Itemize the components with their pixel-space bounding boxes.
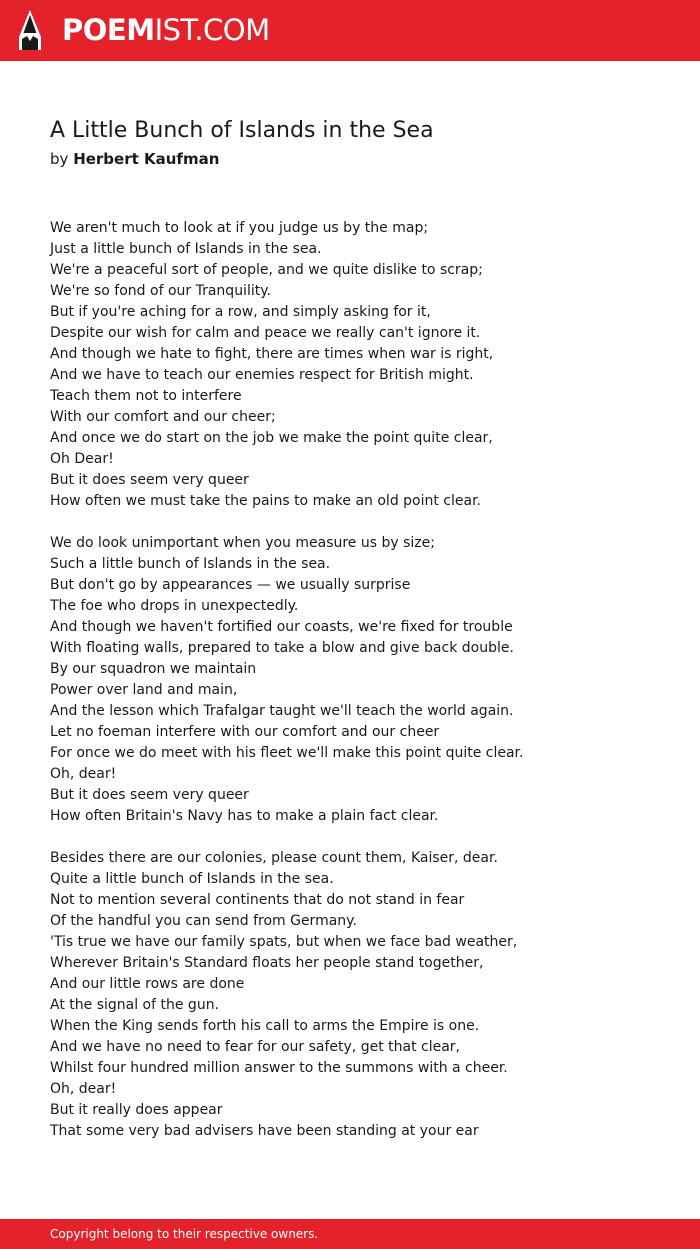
poem-line: Of the handful you can send from Germany. (50, 913, 357, 929)
poem-line: And the lesson which Trafalgar taught we'll teach the world again. (50, 703, 514, 719)
poem-line: But it does seem very queer (50, 472, 249, 488)
poem-line: And though we hate to fight, there are times when war is right, (50, 346, 494, 362)
pencil-tip-icon[interactable] (18, 9, 42, 51)
poem-line: Such a little bunch of Islands in the sea. (50, 556, 331, 572)
poem-line: But if you're aching for a row, and simply asking for it, (50, 304, 431, 320)
poem-line: By our squadron we maintain (50, 661, 257, 677)
poem-line: We aren't much to look at if you judge us by the map; (50, 220, 429, 236)
poem-line: With floating walls, prepared to take a blow and give back double. (50, 640, 514, 656)
poem-line: For once we do meet with his fleet we'll make this point quite clear. (50, 745, 524, 761)
copyright-text: Copyright belong to their respective owners. (50, 1227, 319, 1241)
author-name: Herbert Kaufman (73, 150, 220, 168)
poem-line: Let no foeman interfere with our comfort and our cheer (50, 724, 440, 740)
poem-stanza (50, 218, 670, 512)
poem-line: Wherever Britain's Standard floats her people stand together, (50, 955, 484, 971)
poem-line: But don't go by appearances — we usually surprise (50, 577, 411, 593)
poem-line: How often we must take the pains to make an old point clear. (50, 493, 482, 509)
poem-line: Besides there are our colonies, please count them, Kaiser, dear. (50, 850, 498, 866)
poem-line: Oh, dear! (50, 766, 117, 782)
poem-line: We're so fond of our Tranquility. (50, 283, 271, 299)
site-logo[interactable] (62, 12, 270, 48)
poem-line: With our comfort and our cheer; (50, 409, 276, 425)
poem-line: Oh Dear! (50, 451, 114, 467)
poem-line: 'Tis true we have our family spats, but when we face bad weather, (50, 934, 518, 950)
poem-line: Whilst four hundred million answer to the summons with a cheer. (50, 1060, 508, 1076)
poem-line: At the signal of the gun. (50, 997, 220, 1013)
poem-title: A Little Bunch of Islands in the Sea (50, 118, 434, 143)
poem-line: The foe who drops in unexpectedly. (50, 598, 299, 614)
poem-line: Power over land and main, (50, 682, 238, 698)
logo-light-text: IST.COM (154, 13, 270, 47)
poem-line: That some very bad advisers have been standing at your ear (50, 1123, 479, 1139)
byline (50, 148, 219, 170)
poem-line: But it does seem very queer (50, 787, 249, 803)
poem-line: And we have to teach our enemies respect for British might. (50, 367, 474, 383)
by-label: by (50, 150, 69, 168)
poem-line: Quite a little bunch of Islands in the sea. (50, 871, 334, 887)
poem-line: Not to mention several continents that do not stand in fear (50, 892, 465, 908)
poem-line: How often Britain's Navy has to make a plain fact clear. (50, 808, 439, 824)
poem-line: And we have no need to fear for our safety, get that clear, (50, 1039, 460, 1055)
site-header (0, 0, 700, 61)
poem-stanza (50, 533, 670, 827)
poem-stanza (50, 848, 670, 1142)
poem-line: We're a peaceful sort of people, and we quite dislike to scrap; (50, 262, 483, 278)
poem-line: When the King sends forth his call to arms the Empire is one. (50, 1018, 480, 1034)
site-footer (0, 1219, 700, 1249)
poem-line: And our little rows are done (50, 976, 245, 992)
poem-body (50, 218, 670, 1163)
poem-line: We do look unimportant when you measure us by size; (50, 535, 435, 551)
poem-line: Teach them not to interfere (50, 388, 242, 404)
poem-line: But it really does appear (50, 1102, 223, 1118)
poem-line: Despite our wish for calm and peace we really can't ignore it. (50, 325, 481, 341)
poem-line: And though we haven't fortified our coasts, we're fixed for trouble (50, 619, 513, 635)
poem-line: Just a little bunch of Islands in the sea. (50, 241, 322, 257)
poem-line: Oh, dear! (50, 1081, 117, 1097)
poem-line: And once we do start on the job we make the point quite clear, (50, 430, 493, 446)
logo-bold-text: POEM (62, 13, 155, 47)
